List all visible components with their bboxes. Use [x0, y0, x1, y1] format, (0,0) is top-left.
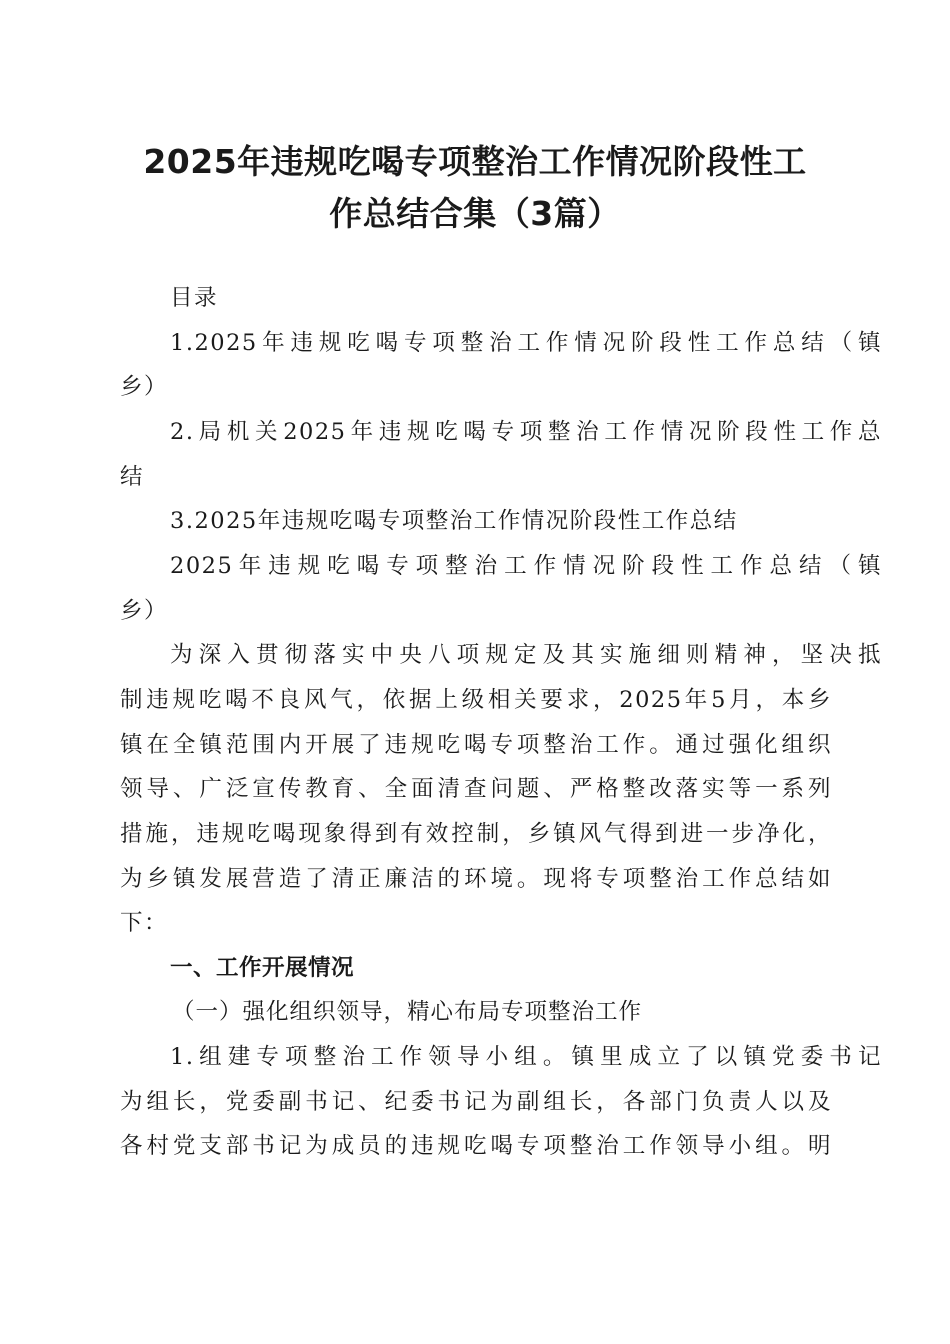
intro-line-4: 领导、广泛宣传教育、全面清查问题、严格整改落实等一系列: [120, 776, 832, 802]
article-title-line-1: 2025年违规吃喝专项整治工作情况阶段性工作总结（镇: [170, 553, 882, 579]
intro-line-3: 镇在全镇范围内开展了违规吃喝专项整治工作。通过强化组织: [120, 732, 832, 758]
intro-line-6: 为乡镇发展营造了清正廉洁的环境。现将专项整治工作总结如: [120, 866, 832, 892]
document-title: [120, 136, 830, 240]
article-title-line-2: 乡）: [120, 598, 169, 624]
subsection-heading-1: （一）强化组织领导，精心布局专项整治工作: [172, 999, 643, 1025]
toc-item-2-line-1: 2.局机关2025年违规吃喝专项整治工作情况阶段性工作总: [170, 419, 882, 445]
section-heading-1: 一、工作开展情况: [170, 955, 355, 981]
intro-line-7: 下：: [120, 910, 169, 936]
toc-item-3: 3.2025年违规吃喝专项整治工作情况阶段性工作总结: [170, 508, 738, 534]
toc-heading: 目录: [170, 285, 219, 311]
item-1-line-1: 1.组建专项整治工作领导小组。镇里成立了以镇党委书记: [170, 1044, 882, 1070]
document-title-line-2: 作总结合集（3篇）: [329, 194, 621, 233]
toc-item-1-line-1: 1.2025年违规吃喝专项整治工作情况阶段性工作总结（镇: [170, 330, 882, 356]
item-1-line-3: 各村党支部书记为成员的违规吃喝专项整治工作领导小组。明: [120, 1133, 832, 1159]
intro-line-1: 为深入贯彻落实中央八项规定及其实施细则精神，坚决抵: [170, 642, 882, 668]
document-title-line-1: 2025年违规吃喝专项整治工作情况阶段性工: [143, 142, 807, 181]
toc-item-1-line-2: 乡）: [120, 374, 169, 400]
intro-line-2: 制违规吃喝不良风气，依据上级相关要求，2025年5月，本乡: [120, 687, 832, 713]
item-1-line-2: 为组长，党委副书记、纪委书记为副组长，各部门负责人以及: [120, 1089, 832, 1115]
intro-line-5: 措施，违规吃喝现象得到有效控制，乡镇风气得到进一步净化，: [120, 821, 832, 847]
toc-item-2-line-2: 结: [120, 464, 145, 490]
